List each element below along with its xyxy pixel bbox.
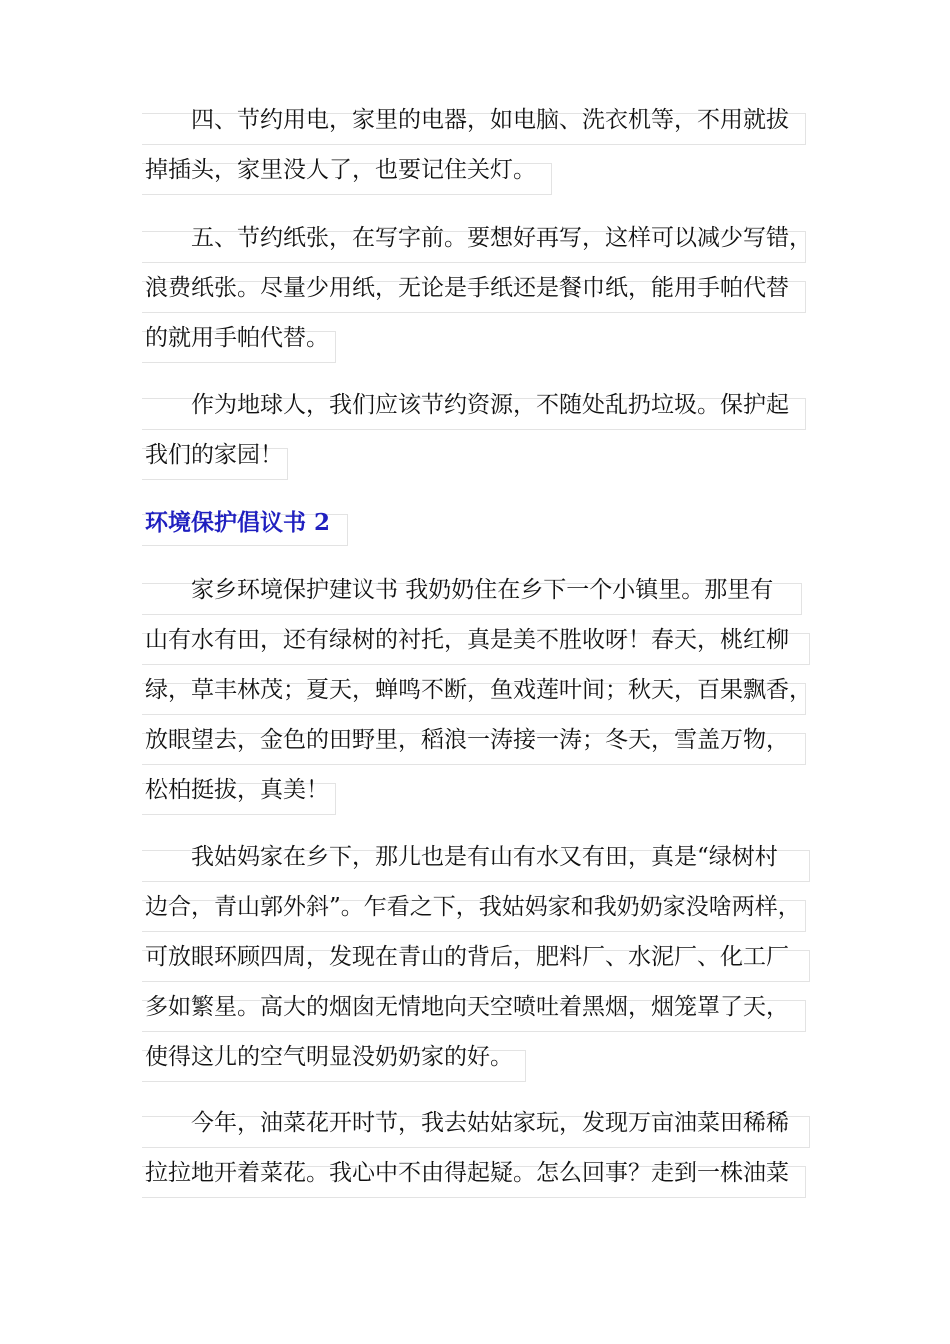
text-line-content: 绿，草丰林茂；夏天，蝉鸣不断，鱼戏莲叶间；秋天，百果飘香， <box>145 677 812 703</box>
text-line <box>145 380 813 430</box>
text-line <box>145 313 813 363</box>
text-line-content: 可放眼环顾四周，发现在青山的背后，肥料厂、水泥厂、化工厂 <box>145 944 789 970</box>
paragraph-save-paper <box>145 213 813 363</box>
text-line <box>145 565 813 615</box>
section-heading <box>145 498 330 548</box>
text-line-content: 作为地球人，我们应该节约资源，不随处乱扔垃圾。保护起 <box>191 392 789 418</box>
text-line <box>145 1098 813 1148</box>
text-line <box>145 213 813 263</box>
text-line <box>145 615 813 665</box>
text-line-content: 使得这儿的空气明显没奶奶家的好。 <box>145 1044 513 1070</box>
section-heading-text: 环境保护倡议书 2 <box>145 509 331 536</box>
text-line <box>145 765 813 815</box>
text-line-content: 我姑妈家在乡下，那儿也是有山有水又有田，真是“绿树村 <box>191 844 778 870</box>
text-line-content: 松柏挺拔，真美！ <box>145 777 329 803</box>
text-line-content: 多如繁星。高大的烟囱无情地向天空喷吐着黑烟，烟笼罩了天， <box>145 994 789 1020</box>
text-line <box>145 882 813 932</box>
text-line <box>145 430 813 480</box>
text-line <box>145 715 813 765</box>
text-line <box>145 95 813 145</box>
paragraph-protect-home <box>145 380 813 480</box>
text-line <box>145 263 813 313</box>
text-line <box>145 145 813 195</box>
text-line-content: 浪费纸张。尽量少用纸，无论是手纸还是餐巾纸，能用手帕代替 <box>145 275 789 301</box>
text-line <box>145 982 813 1032</box>
text-line <box>145 1032 813 1082</box>
text-line-content: 山有水有田，还有绿树的衬托，真是美不胜收呀！春天，桃红柳 <box>145 627 789 653</box>
text-line-content: 边合，青山郭外斜”。乍看之下，我姑妈家和我奶奶家没啥两样， <box>145 894 801 920</box>
text-line-content: 四、节约用电，家里的电器，如电脑、洗衣机等，不用就拔 <box>191 107 789 133</box>
text-line-content: 我们的家园！ <box>145 442 283 468</box>
text-line <box>145 665 813 715</box>
text-line-content: 家乡环境保护建议书 我奶奶住在乡下一个小镇里。那里有 <box>191 577 774 603</box>
paragraph-save-electricity <box>145 95 813 195</box>
text-line <box>145 1148 813 1198</box>
text-line-content: 五、节约纸张，在写字前。要想好再写，这样可以减少写错， <box>191 225 812 251</box>
text-line-content: 今年，油菜花开时节，我去姑姑家玩，发现万亩油菜田稀稀 <box>191 1110 789 1136</box>
paragraph-rapeseed-field <box>145 1098 813 1198</box>
text-line-content: 放眼望去，金色的田野里，稻浪一涛接一涛；冬天，雪盖万物， <box>145 727 789 753</box>
paragraph-aunt-home <box>145 832 813 1082</box>
text-line <box>145 932 813 982</box>
paragraph-hometown-proposal <box>145 565 813 815</box>
text-line <box>145 832 813 882</box>
text-line-content: 的就用手帕代替。 <box>145 325 329 351</box>
text-line-content: 拉拉地开着菜花。我心中不由得起疑。怎么回事？走到一株油菜 <box>145 1160 789 1186</box>
text-line-content: 掉插头，家里没人了，也要记住关灯。 <box>145 157 536 183</box>
